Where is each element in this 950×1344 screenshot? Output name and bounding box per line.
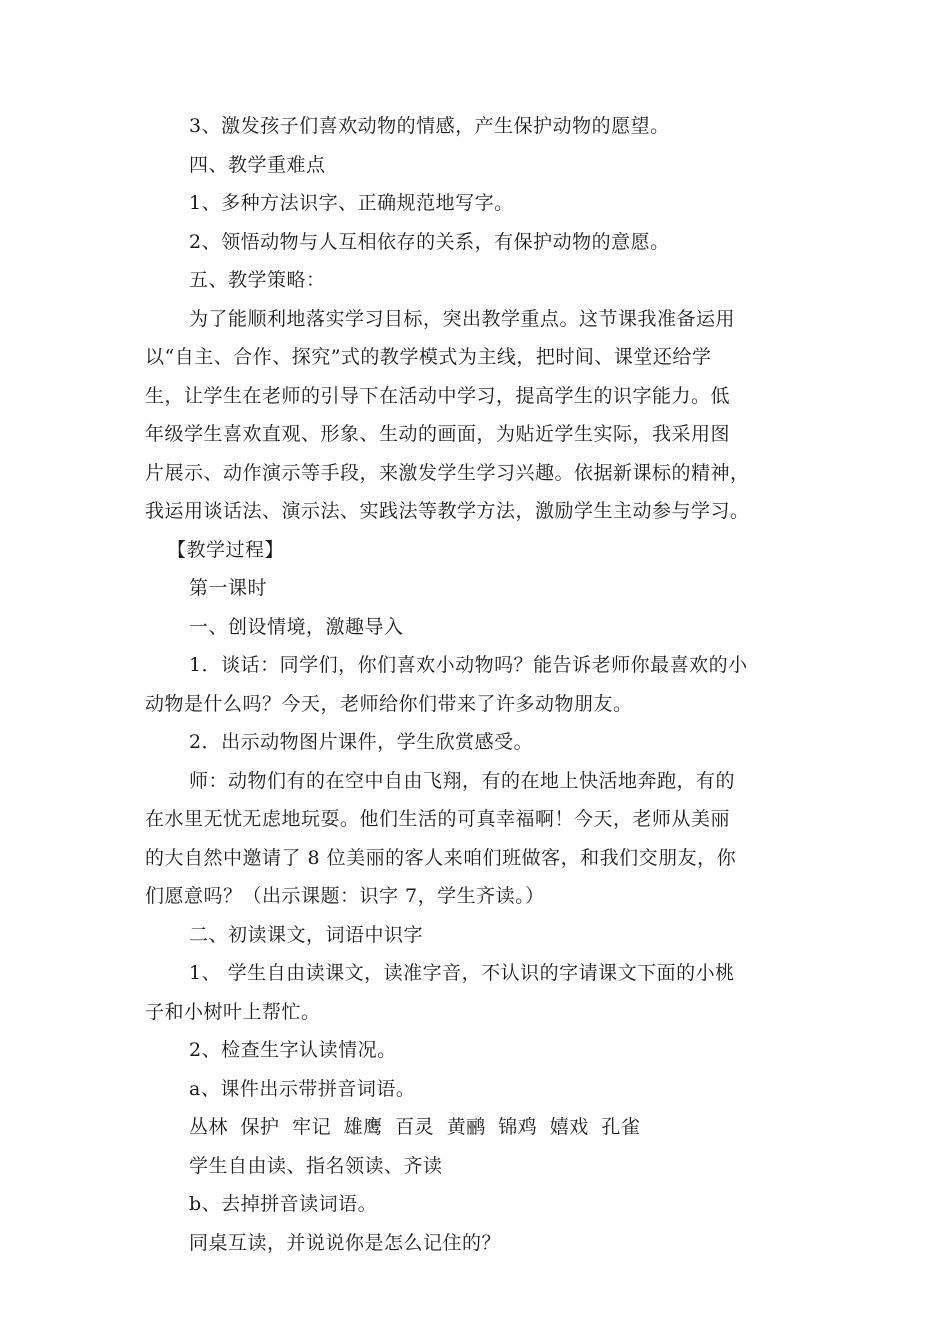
- teacher-line: 师：动物们有的在空中自由飞翔，有的在地上快活地奔跑，有的: [189, 769, 736, 792]
- goal-3-paragraph: 3、激发孩子们喜欢动物的情感，产生保护动物的愿望。: [189, 115, 670, 137]
- strategy-line: 年级学生喜欢直观、形象、生动的画面，为贴近学生实际，我采用图: [145, 423, 731, 445]
- teacher-line: 们愿意吗？（出示课题：识字 7，学生齐读。）: [145, 885, 545, 907]
- step-2-a-paragraph: a、课件出示带拼音词语。: [189, 1077, 416, 1100]
- step-2-2-paragraph: 2、检查生字认读情况。: [189, 1039, 397, 1061]
- key-point-2: 2、领悟动物与人互相依存的关系，有保护动物的意愿。: [189, 230, 670, 253]
- step-1-heading: 一、创设情境，激趣导入: [189, 615, 404, 638]
- strategy-line: 我运用谈话法、演示法、实践法等教学方法，激励学生主动参与学习。: [145, 500, 750, 522]
- strategy-line: 生，让学生在老师的引导下在活动中学习，提高学生的识字能力。低: [145, 384, 731, 407]
- teacher-line: 在水里无忧无虑地玩耍。他们生活的可真幸福啊！今天，老师从美丽: [145, 808, 731, 830]
- section-4-heading: 四、教学重难点: [189, 153, 326, 176]
- step-2-1-line: 子和小树叶上帮忙。: [145, 1000, 321, 1023]
- process-heading: 【教学过程】: [167, 538, 285, 561]
- pair-reading-paragraph: 同桌互读，并说说你是怎么记住的？: [189, 1231, 502, 1254]
- lesson-1-heading: 第一课时: [189, 577, 268, 599]
- strategy-line: 为了能顺利地落实学习目标，突出教学重点。这节课我准备运用: [189, 307, 736, 330]
- strategy-line: 以“自主、合作、探究”式的教学模式为主线，把时间、课堂还给学: [145, 346, 712, 368]
- word-list: 丛林 保护 牢记 雄鹰 百灵 黄鹂 锦鸡 嬉戏 孔雀: [189, 1116, 641, 1138]
- step-1-1-line: 1．谈话：同学们，你们喜欢小动物吗？能告诉老师你最喜欢的小: [189, 654, 748, 676]
- step-2-1-line: 1、 学生自由读课文，读准字音，不认识的字请课文下面的小桃: [189, 962, 735, 984]
- step-1-2-paragraph: 2．出示动物图片课件，学生欣赏感受。: [189, 731, 534, 753]
- section-5-heading: 五、教学策略：: [189, 269, 326, 291]
- key-point-1: 1、多种方法识字、正确规范地写字。: [189, 192, 514, 214]
- step-1-1-line: 动物是什么吗？今天，老师给你们带来了许多动物朋友。: [145, 692, 633, 715]
- document-body: [145, 107, 825, 1262]
- step-2-b-paragraph: b、去掉拼音读词语。: [189, 1193, 378, 1215]
- step-2-heading: 二、初读课文，词语中识字: [189, 923, 424, 946]
- strategy-line: 片展示、动作演示等手段，来激发学生学习兴趣。依据新课标的精神，: [145, 461, 750, 484]
- teacher-line: 的大自然中邀请了 8 位美丽的客人来咱们班做客，和我们交朋友，你: [145, 846, 737, 869]
- read-methods-paragraph: 学生自由读、指名领读、齐读: [189, 1154, 443, 1177]
